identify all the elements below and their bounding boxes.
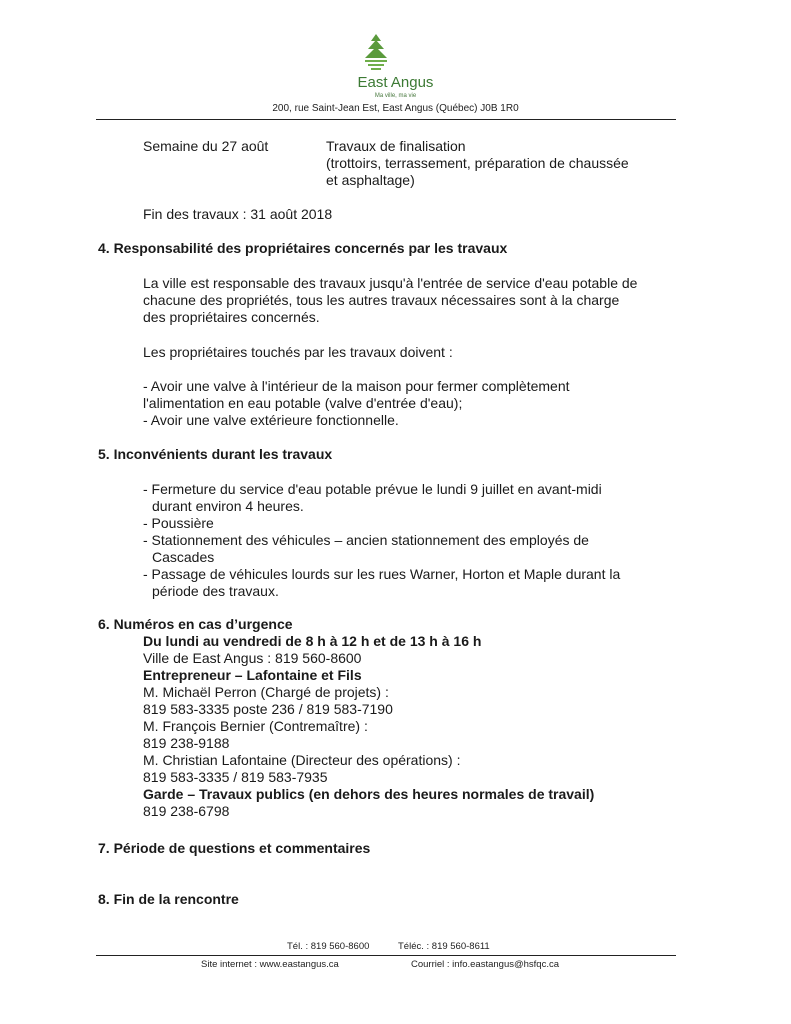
header-address: 200, rue Saint-Jean Est, East Angus (Québec) J0B 1R0	[272, 103, 519, 114]
section-4-list	[143, 378, 570, 429]
list-item: Cascades	[152, 549, 215, 565]
footer-phone: Tél. : 819 560-8600	[287, 941, 370, 952]
paragraph-line: chacune des propriétés, tous les autres travaux nécessaires sont à la charge	[143, 292, 620, 308]
garde-phone: 819 238-6798	[143, 803, 230, 819]
list-item: - Poussière	[143, 515, 214, 531]
list-item: durant environ 4 heures.	[152, 498, 304, 514]
footer-website: Site internet : www.eastangus.ca	[201, 959, 339, 970]
list-item: - Avoir une valve à l'intérieur de la maison pour fermer complètement	[143, 378, 570, 394]
section-5-list	[143, 481, 620, 600]
section-6-block	[143, 633, 594, 820]
contact-line: M. François Bernier (Contremaître) :	[143, 718, 368, 734]
section-5-heading: 5. Inconvénients durant les travaux	[98, 446, 333, 462]
section-4-paragraph	[143, 275, 637, 326]
contact-line: 819 238-9188	[143, 735, 230, 751]
schedule-task-line: et asphaltage)	[326, 172, 415, 188]
paragraph-line: La ville est responsable des travaux jusqu'à l'entrée de service d'eau potable de	[143, 275, 638, 291]
contact-line: M. Christian Lafontaine (Directeur des opérations) :	[143, 752, 461, 768]
list-item: période des travaux.	[152, 583, 279, 599]
footer-email: Courriel : info.eastangus@hsfqc.ca	[411, 959, 559, 970]
header-rule	[96, 119, 676, 120]
city-phone: Ville de East Angus : 819 560-8600	[143, 650, 362, 666]
schedule-week: Semaine du 27 août	[143, 138, 269, 154]
east-angus-tree-logo-icon	[362, 32, 390, 72]
brand-name: East Angus	[357, 74, 434, 91]
schedule-task-line: Travaux de finalisation	[326, 138, 466, 154]
garde-heading: Garde – Travaux publics (en dehors des heures normales de travail)	[143, 786, 595, 802]
paragraph-line: des propriétaires concernés.	[143, 309, 320, 325]
section-7-heading: 7. Période de questions et commentaires	[98, 840, 371, 856]
office-hours: Du lundi au vendredi de 8 h à 12 h et de 13 h à 16 h	[143, 633, 482, 649]
list-item: - Stationnement des véhicules – ancien stationnement des employés de	[143, 532, 589, 548]
list-item: - Passage de véhicules lourds sur les rues Warner, Horton et Maple durant la	[143, 566, 621, 582]
contact-line: 819 583-3335 poste 236 / 819 583-7190	[143, 701, 393, 717]
list-item: - Avoir une valve extérieure fonctionnelle.	[143, 412, 399, 428]
schedule-task-line: (trottoirs, terrassement, préparation de chaussée	[326, 155, 629, 171]
contact-line: M. Michaël Perron (Chargé de projets) :	[143, 684, 389, 700]
footer-rule	[96, 955, 676, 956]
section-6-heading: 6. Numéros en cas d’urgence	[98, 616, 293, 632]
brand-tagline: Ma ville, ma vie	[374, 93, 417, 99]
list-item: - Fermeture du service d'eau potable prévue le lundi 9 juillet en avant-midi	[143, 481, 602, 497]
end-of-works: Fin des travaux : 31 août 2018	[143, 206, 333, 222]
schedule-task	[326, 138, 629, 189]
list-item: l'alimentation en eau potable (valve d'entrée d'eau);	[143, 395, 463, 411]
section-4-heading: 4. Responsabilité des propriétaires concernés par les travaux	[98, 240, 508, 256]
footer-fax: Téléc. : 819 560-8611	[398, 941, 490, 952]
section-8-heading: 8. Fin de la rencontre	[98, 891, 239, 907]
contractor-heading: Entrepreneur – Lafontaine et Fils	[143, 667, 362, 683]
contact-line: 819 583-3335 / 819 583-7935	[143, 769, 328, 785]
section-4-owners-intro: Les propriétaires touchés par les travaux doivent :	[143, 344, 453, 360]
